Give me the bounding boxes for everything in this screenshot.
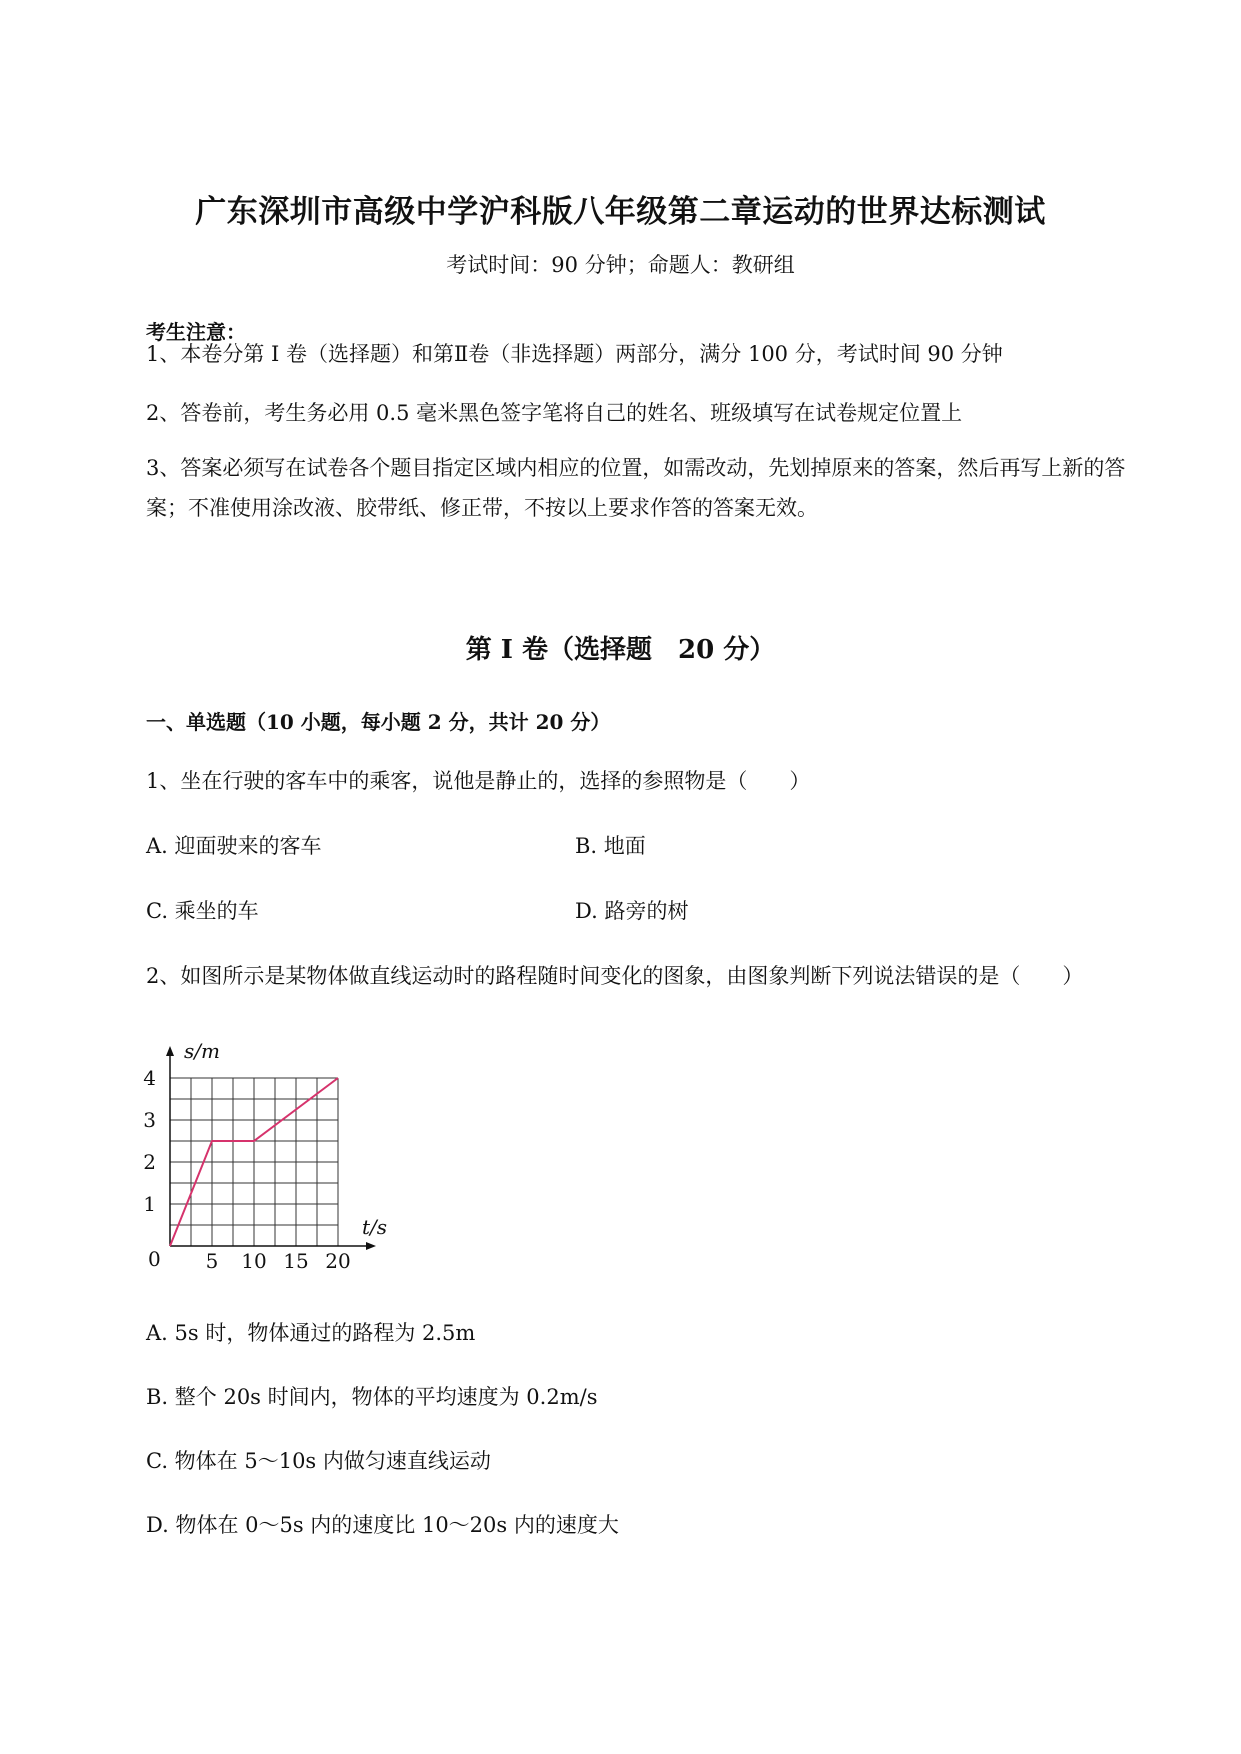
y-tick-label: 1	[143, 1192, 156, 1216]
notice-item-3: 3、答案必须写在试卷各个题目指定区域内相应的位置，如需改动，先划掉原来的答案，然后再写上新的答案；不准使用涂改液、胶带纸、修正带，不按以上要求作答的答案无效。	[146, 456, 1126, 520]
y-tick-label: 3	[143, 1108, 156, 1132]
question-2-option-d: D. 物体在 0～5s 内的速度比 10～20s 内的速度大	[146, 1513, 619, 1537]
question-1-option-a: A. 迎面驶来的客车	[146, 834, 322, 858]
graph-axes	[166, 1046, 376, 1250]
y-axis-arrow	[166, 1046, 174, 1056]
x-axis-label: t/s	[362, 1215, 388, 1239]
x-tick-label: 5	[205, 1249, 219, 1273]
notice-heading: 考生注意：	[146, 320, 246, 344]
part-title: 一、单选题（10 小题，每小题 2 分，共计 20 分）	[146, 710, 611, 734]
question-1-option-b: B. 地面	[575, 834, 646, 858]
y-axis-label: s/m	[184, 1039, 220, 1063]
question-2-option-c: C. 物体在 5～10s 内做匀速直线运动	[146, 1449, 491, 1473]
x-tick-label: 15	[283, 1249, 309, 1273]
page-title: 广东深圳市高级中学沪科版八年级第二章运动的世界达标测试	[195, 194, 1046, 230]
question-2-option-a: A. 5s 时，物体通过的路程为 2.5m	[146, 1321, 476, 1345]
graph-grid	[170, 1078, 338, 1246]
x-tick-label: 20	[325, 1249, 351, 1273]
question-1-option-d: D. 路旁的树	[575, 899, 689, 923]
x-tick-label: 10	[241, 1249, 267, 1273]
graph-tick-labels	[143, 1039, 387, 1273]
section-title: 第 I 卷（选择题 20 分）	[465, 635, 776, 665]
distance-time-graph	[140, 1030, 400, 1280]
origin-label: 0	[148, 1247, 161, 1271]
notice-item-1: 1、本卷分第 I 卷（选择题）和第Ⅱ卷（非选择题）两部分，满分 100 分，考试时间 90 分钟	[146, 342, 1003, 366]
y-tick-label: 4	[143, 1066, 156, 1090]
question-1-stem: 1、坐在行驶的客车中的乘客，说他是静止的，选择的参照物是（ ）	[146, 769, 811, 793]
question-2-option-b: B. 整个 20s 时间内，物体的平均速度为 0.2m/s	[146, 1385, 598, 1409]
notice-item-2: 2、答卷前，考生务必用 0.5 毫米黑色签字笔将自己的姓名、班级填写在试卷规定位置上	[146, 401, 963, 425]
question-2-stem: 2、如图所示是某物体做直线运动时的路程随时间变化的图象，由图象判断下列说法错误的是（ ）	[146, 964, 1084, 988]
exam-info: 考试时间：90 分钟；命题人：教研组	[446, 253, 795, 277]
y-tick-label: 2	[143, 1150, 156, 1174]
question-1-option-c: C. 乘坐的车	[146, 899, 259, 923]
x-axis-arrow	[366, 1242, 376, 1250]
